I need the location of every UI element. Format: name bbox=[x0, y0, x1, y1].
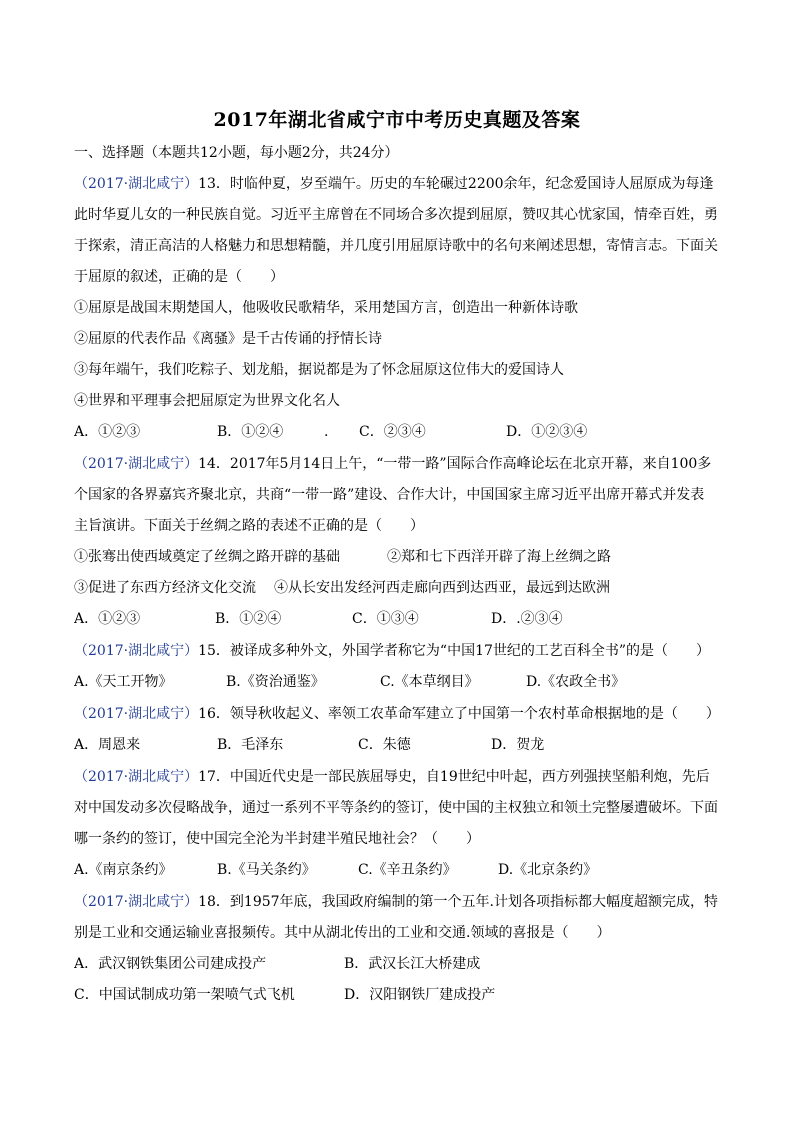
q15-option-c: C.《本草纲目》 bbox=[380, 674, 479, 690]
q15-option-a: A.《天工开物》 bbox=[74, 674, 173, 690]
q14-items-row-2 bbox=[74, 573, 724, 604]
page-title: 2017年湖北省咸宁市中考历史真题及答案 bbox=[213, 109, 581, 131]
q14-source: （2017·湖北咸宁） bbox=[74, 456, 199, 472]
q14-line-2: 个国家的各界嘉宾齐聚北京，共商“一带一路”建设、合作大计，中国国家主席习近平出席开幕式并发表 bbox=[74, 487, 705, 503]
q14-options bbox=[74, 604, 724, 635]
q13-line-3: 于探索，清正高洁的人格魅力和思想精髓，并几度引用屈原诗歌中的名句来阐述思想，寄情言志。下面关 bbox=[74, 238, 718, 254]
q13-line-1: （2017·湖北咸宁）13．时临仲夏，岁至端午。历史的车轮碾过2200余年，纪念爱国诗人屈原成为每逢 bbox=[74, 176, 714, 192]
q16-option-b: B．毛泽东 bbox=[217, 737, 284, 753]
q13-item-4: ④世界和平理事会把屈原定为世界文化名人 bbox=[74, 393, 340, 409]
q14-option-b: B．①②④ bbox=[215, 611, 282, 627]
q14-items-row-1 bbox=[74, 542, 724, 573]
q14-item-1: ①张骞出使西域奠定了丝绸之路开辟的基础 bbox=[74, 549, 340, 565]
q17-option-d: D.《北京条约》 bbox=[498, 862, 598, 878]
q16-line-1: （2017·湖北咸宁）16．领导秋收起义、率领工农革命军建立了中国第一个农村革命根据地的是（ ） bbox=[74, 706, 720, 722]
q16-option-c: C．朱德 bbox=[358, 737, 411, 753]
q17-option-c: C.《辛丑条约》 bbox=[358, 862, 457, 878]
q17-options bbox=[74, 855, 724, 886]
q14-option-a: A．①②③ bbox=[74, 611, 141, 627]
q17-option-b: B.《马关条约》 bbox=[217, 862, 316, 878]
q15-source: （2017·湖北咸宁） bbox=[74, 643, 199, 659]
q15-option-d: D.《农政全书》 bbox=[526, 674, 626, 690]
q17-line-3: 哪一条约的签订，使中国完全沦为半封建半殖民地社会？（ ） bbox=[74, 831, 480, 847]
q14-option-d: D．.②③④ bbox=[491, 611, 563, 627]
q13-source: （2017·湖北咸宁） bbox=[74, 176, 199, 192]
q14-line-3: 主旨演讲。下面关于丝绸之路的表述不正确的是（ ） bbox=[74, 518, 424, 534]
q13-item-2: ②屈原的代表作品《离骚》是千古传诵的抒情长诗 bbox=[74, 331, 382, 347]
q18-option-b: B．武汉长江大桥建成 bbox=[344, 956, 481, 972]
q16-source: （2017·湖北咸宁） bbox=[74, 706, 199, 722]
q13-option-d: D．①②③④ bbox=[506, 424, 588, 440]
q13-option-b: B．①②④ bbox=[217, 424, 284, 440]
q13-stray-dot: . bbox=[324, 424, 329, 440]
q18-option-c: C．中国试制成功第一架喷气式飞机 bbox=[74, 987, 295, 1003]
q15-line-1: （2017·湖北咸宁）15．被译成多种外文，外国学者称它为“中国17世纪的工艺百科全书”的是（ ） bbox=[74, 643, 711, 659]
q18-source: （2017·湖北咸宁） bbox=[74, 894, 199, 910]
q18-option-a: A．武汉钢铁集团公司建成投产 bbox=[74, 956, 267, 972]
q18-line-1: （2017·湖北咸宁）18．到1957年底，我国政府编制的第一个五年.计划各项指标都大幅度超额完成，特 bbox=[74, 894, 718, 910]
q18-options-row-1 bbox=[74, 949, 724, 980]
q18-options-row-2 bbox=[74, 980, 724, 1011]
q14-item-3: ③促进了东西方经济文化交流 bbox=[74, 580, 256, 596]
q14-line-1: （2017·湖北咸宁）14．2017年5月14日上午，“一带一路”国际合作高峰论坛在北京开幕，来自100多 bbox=[74, 456, 712, 472]
q13-item-3: ③每年端午，我们吃粽子、划龙船，据说都是为了怀念屈原这位伟大的爱国诗人 bbox=[74, 362, 564, 378]
q13-option-a: A．①②③ bbox=[74, 424, 141, 440]
q16-option-d: D．贺龙 bbox=[491, 737, 545, 753]
q17-source: （2017·湖北咸宁） bbox=[74, 769, 199, 785]
q13-option-c: C．②③④ bbox=[359, 424, 426, 440]
q14-item-2: ②郑和七下西洋开辟了海上丝绸之路 bbox=[387, 549, 611, 565]
q16-options bbox=[74, 730, 724, 761]
q15-option-b: B.《资治通鉴》 bbox=[226, 674, 325, 690]
q14-option-c: C．①③④ bbox=[352, 611, 419, 627]
q15-options bbox=[74, 667, 724, 698]
q16-option-a: A．周恩来 bbox=[74, 737, 141, 753]
q17-line-2: 对中国发动多次侵略战争，通过一系列不平等条约的签订，使中国的主权独立和领土完整屡遭破坏。下面 bbox=[74, 800, 718, 816]
section-heading: 一、选择题（本题共12小题，每小题2分，共24分） bbox=[74, 145, 399, 161]
q13-options bbox=[74, 417, 724, 448]
q18-line-2: 别是工业和交通运输业喜报频传。其中从湖北传出的工业和交通.领域的喜报是（ ） bbox=[74, 925, 611, 941]
q13-line-4: 于屈原的叙述，正确的是（ ） bbox=[74, 269, 284, 285]
q17-option-a: A.《南京条约》 bbox=[74, 862, 173, 878]
q17-line-1: （2017·湖北咸宁）17．中国近代史是一部民族屈辱史，自19世纪中叶起，西方列强挟坚船利炮，先后 bbox=[74, 769, 710, 785]
q14-item-4: ④从长安出发经河西走廊向西到达西亚，最远到达欧洲 bbox=[274, 580, 610, 596]
q13-line-2: 此时华夏儿女的一种民族自觉。习近平主席曾在不同场合多次提到屈原，赞叹其心忧家国，情牵百姓，勇 bbox=[74, 207, 718, 223]
q13-item-1: ①屈原是战国末期楚国人，他吸收民歌精华，采用楚国方言，创造出一种新体诗歌 bbox=[74, 300, 578, 316]
q18-option-d: D．汉阳钢铁厂建成投产 bbox=[344, 987, 496, 1003]
